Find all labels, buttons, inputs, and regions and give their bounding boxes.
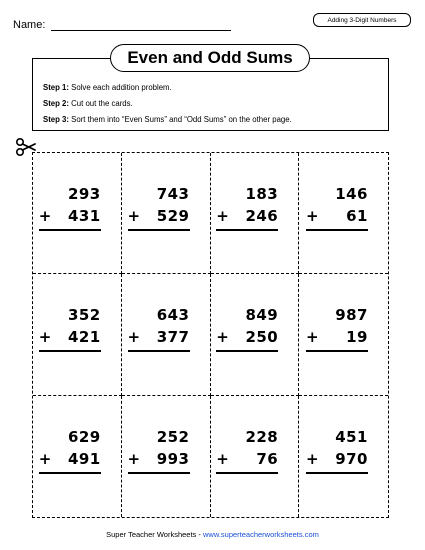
page-title: Even and Odd Sums (110, 44, 310, 72)
addition-problem (306, 183, 368, 231)
bottom-row (39, 205, 101, 227)
problem-card[interactable] (122, 274, 211, 395)
plus-sign: + (306, 207, 319, 225)
step-item (43, 96, 292, 112)
step-text: Solve each addition problem. (69, 83, 172, 92)
addition-problem (39, 426, 101, 474)
bottom-row (128, 326, 190, 348)
addition-problem (216, 183, 278, 231)
bottom-addend: 377 (156, 328, 190, 347)
plus-sign: + (216, 449, 229, 468)
answer-line (216, 229, 278, 231)
plus-sign: + (38, 328, 52, 347)
problem-card[interactable] (33, 274, 122, 395)
top-addend: 743 (156, 185, 190, 203)
problem-card[interactable] (211, 153, 300, 274)
step-item (43, 112, 292, 128)
plus-sign: + (38, 449, 52, 468)
problem-card[interactable] (211, 396, 300, 517)
addition-problem (216, 426, 278, 474)
top-addend: 252 (156, 427, 190, 446)
addition-problem (306, 304, 368, 352)
bottom-addend: 993 (156, 449, 190, 468)
problem-card[interactable] (211, 274, 300, 395)
steps-list (43, 80, 292, 128)
bottom-addend: 61 (346, 207, 368, 225)
top-addend: 987 (335, 306, 368, 325)
problem-card[interactable] (299, 396, 388, 517)
step-label: Step 3: (43, 115, 69, 124)
name-field (13, 19, 231, 31)
top-addend: 451 (335, 427, 368, 446)
addition-problem (306, 426, 368, 474)
plus-sign: + (38, 207, 52, 225)
bottom-addend: 76 (256, 449, 279, 468)
answer-line (39, 229, 101, 231)
plus-sign: + (306, 328, 319, 347)
top-addend: 849 (245, 306, 279, 325)
bottom-row (216, 448, 278, 470)
problem-card[interactable] (299, 274, 388, 395)
bottom-row (306, 448, 368, 470)
bottom-addend: 491 (67, 449, 101, 468)
addition-problem (128, 183, 190, 231)
addition-problem (128, 426, 190, 474)
step-text: Cut out the cards. (69, 99, 133, 108)
bottom-addend: 529 (156, 207, 190, 225)
addition-problem (128, 304, 190, 352)
bottom-addend: 19 (346, 328, 368, 347)
bottom-addend: 970 (335, 449, 368, 468)
step-text: Sort them into “Even Sums” and “Odd Sums” on the other page. (69, 115, 292, 124)
plus-sign: + (216, 328, 229, 347)
plus-sign: + (306, 449, 319, 468)
top-addend: 228 (245, 427, 279, 446)
card-grid (32, 152, 389, 518)
top-addend: 352 (67, 306, 101, 325)
top-addend: 629 (67, 427, 101, 446)
top-addend: 293 (67, 185, 101, 203)
addition-problem (39, 183, 101, 231)
footer-separator: - (196, 530, 203, 539)
bottom-row (39, 326, 101, 348)
bottom-row (306, 326, 368, 348)
answer-line (39, 350, 101, 352)
bottom-addend: 421 (67, 328, 101, 347)
footer-url[interactable]: www.superteacherworksheets.com (202, 530, 319, 539)
answer-line (306, 472, 368, 474)
bottom-row (39, 448, 101, 470)
answer-line (306, 350, 368, 352)
problem-card[interactable] (122, 153, 211, 274)
addition-problem (39, 304, 101, 352)
bottom-addend: 431 (67, 207, 101, 225)
top-addend: 183 (245, 185, 279, 203)
bottom-row (128, 448, 190, 470)
plus-sign: + (127, 207, 141, 225)
problem-card[interactable] (122, 396, 211, 517)
step-label: Step 2: (43, 99, 69, 108)
bottom-row (216, 326, 278, 348)
problem-card[interactable] (33, 396, 122, 517)
step-item (43, 80, 292, 96)
problem-card[interactable] (299, 153, 388, 274)
addition-problem (216, 304, 278, 352)
footer (0, 530, 425, 539)
problem-card[interactable] (33, 153, 122, 274)
topic-badge: Adding 3-Digit Numbers (313, 13, 411, 27)
answer-line (216, 472, 278, 474)
step-label: Step 1: (43, 83, 69, 92)
bottom-row (216, 205, 278, 227)
plus-sign: + (216, 207, 229, 225)
bottom-row (128, 205, 190, 227)
bottom-addend: 246 (245, 207, 279, 225)
bottom-addend: 250 (245, 328, 279, 347)
answer-line (216, 350, 278, 352)
name-label: Name: (13, 19, 46, 31)
answer-line (128, 229, 190, 231)
answer-line (128, 472, 190, 474)
top-addend: 643 (156, 306, 190, 325)
name-line[interactable] (51, 20, 231, 31)
top-addend: 146 (335, 185, 368, 203)
footer-site-name: Super Teacher Worksheets (106, 530, 197, 539)
answer-line (128, 350, 190, 352)
plus-sign: + (127, 449, 141, 468)
plus-sign: + (127, 328, 141, 347)
bottom-row (306, 205, 368, 227)
answer-line (39, 472, 101, 474)
answer-line (306, 229, 368, 231)
